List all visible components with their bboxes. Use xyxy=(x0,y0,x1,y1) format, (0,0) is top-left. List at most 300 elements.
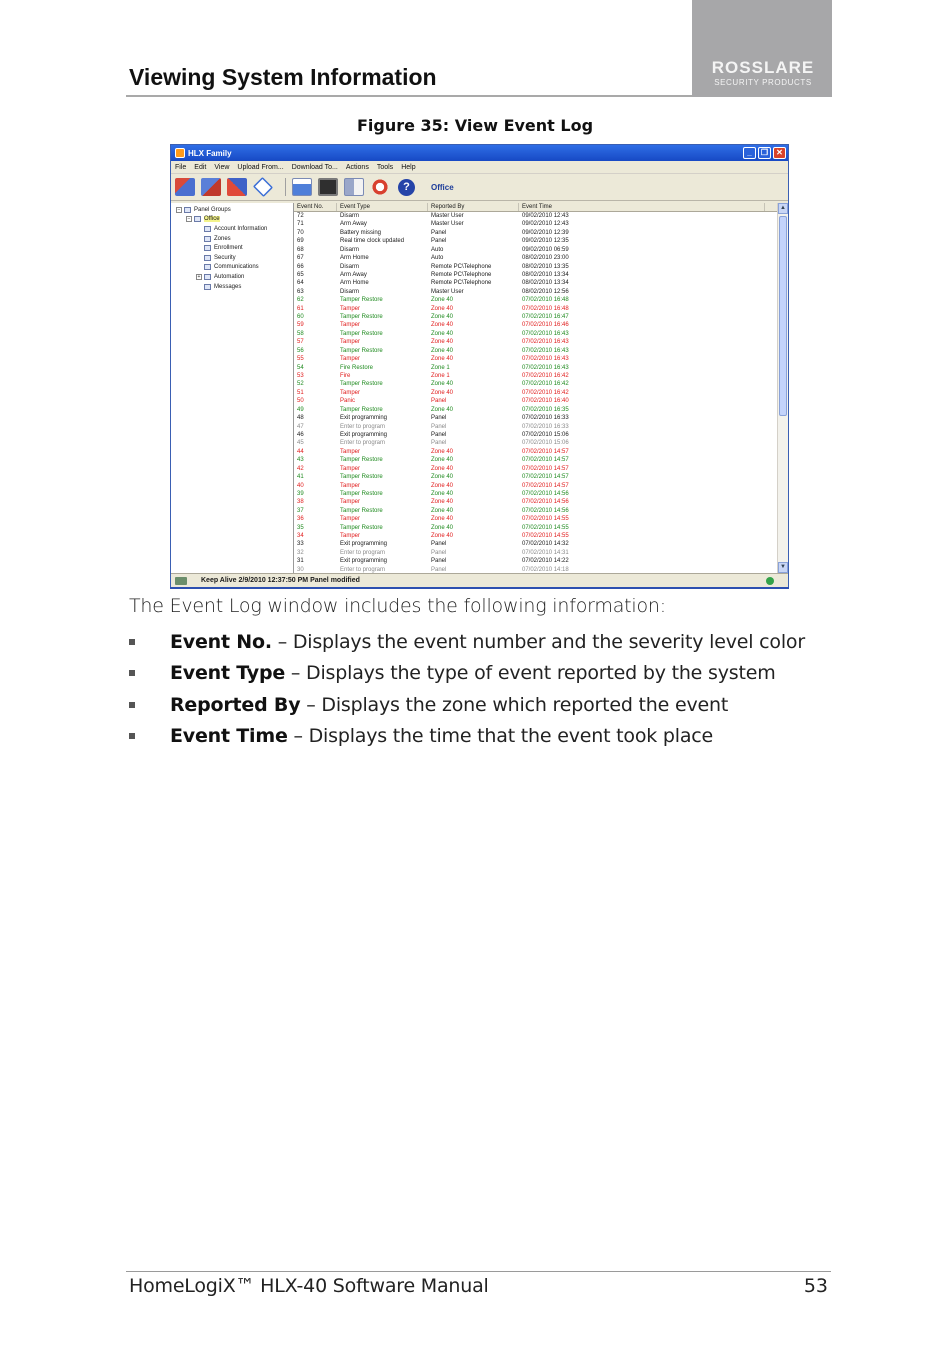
cell-time: 09/02/2010 12:35 xyxy=(522,238,569,245)
cell-no: 66 xyxy=(297,263,304,270)
cell-type: Tamper Restore xyxy=(340,474,383,481)
cell-type: Enter to program xyxy=(340,549,386,556)
cell-time: 07/02/2010 16:42 xyxy=(522,381,569,388)
tree-node-icon xyxy=(194,216,201,222)
cell-by: Panel xyxy=(431,423,447,430)
cell-time: 07/02/2010 16:46 xyxy=(522,322,569,329)
status-led-icon xyxy=(766,577,774,585)
list-item-term: Reported By xyxy=(170,693,301,716)
cell-by: Zone 1 xyxy=(431,364,450,371)
cell-no: 44 xyxy=(297,448,304,455)
cell-type: Tamper xyxy=(340,465,361,472)
cell-type: Fire xyxy=(340,373,351,380)
cell-no: 40 xyxy=(297,482,304,489)
table-row[interactable] xyxy=(294,490,788,498)
cell-no: 69 xyxy=(297,238,304,245)
cell-no: 53 xyxy=(297,373,304,380)
cell-no: 57 xyxy=(297,339,304,346)
table-row[interactable] xyxy=(294,220,788,228)
cell-type: Enter to program xyxy=(340,566,386,573)
table-row[interactable] xyxy=(294,532,788,540)
status-text: Keep Alive 2/9/2010 12:37:50 PM Panel modified xyxy=(201,577,360,584)
table-row[interactable] xyxy=(294,271,788,279)
table-row[interactable] xyxy=(294,279,788,287)
cell-no: 70 xyxy=(297,229,304,236)
table-row[interactable] xyxy=(294,397,788,405)
download-icon[interactable] xyxy=(227,178,247,196)
bullet-icon xyxy=(129,702,135,708)
cell-by: Zone 40 xyxy=(431,305,454,312)
cell-by: Master User xyxy=(431,221,464,228)
cell-time: 08/02/2010 13:34 xyxy=(522,271,569,278)
cell-time: 07/02/2010 14:22 xyxy=(522,558,569,565)
table-row[interactable] xyxy=(294,515,788,523)
table-row[interactable] xyxy=(294,498,788,506)
cell-type: Tamper Restore xyxy=(340,330,383,337)
cell-by: Zone 40 xyxy=(431,314,454,321)
cell-type: Tamper Restore xyxy=(340,490,383,497)
cell-by: Panel xyxy=(431,440,447,447)
cell-time: 07/02/2010 14:57 xyxy=(522,448,569,455)
cell-type: Arm Home xyxy=(340,280,369,287)
tree-node-icon xyxy=(204,264,211,270)
cell-by: Zone 1 xyxy=(431,373,450,380)
cell-type: Arm Away xyxy=(340,271,367,278)
cell-no: 37 xyxy=(297,507,304,514)
cell-type: Tamper Restore xyxy=(340,347,383,354)
window-title: HLX Family xyxy=(188,148,232,158)
cell-by: Auto xyxy=(431,246,444,253)
cell-no: 32 xyxy=(297,549,304,556)
table-row[interactable] xyxy=(294,507,788,515)
table-row[interactable] xyxy=(294,338,788,346)
table-row[interactable] xyxy=(294,406,788,414)
list-item-desc: – Displays the type of event reported by the system xyxy=(285,662,776,685)
table-row[interactable] xyxy=(294,372,788,380)
cell-type: Tamper xyxy=(340,516,361,523)
cell-by: Zone 40 xyxy=(431,339,454,346)
cell-by: Zone 40 xyxy=(431,474,454,481)
cell-by: Panel xyxy=(431,398,447,405)
table-row[interactable] xyxy=(294,540,788,548)
cell-no: 59 xyxy=(297,322,304,329)
cell-by: Zone 40 xyxy=(431,524,454,531)
status-bar xyxy=(171,573,788,587)
toolbar xyxy=(171,174,788,201)
cell-by: Zone 40 xyxy=(431,457,454,464)
logo-tagline: SECURITY PRODUCTS xyxy=(714,78,812,87)
cell-type: Tamper xyxy=(340,482,361,489)
tree-item[interactable] xyxy=(176,234,293,244)
cell-by: Panel xyxy=(431,558,447,565)
cell-by: Auto xyxy=(431,255,444,262)
footer-rule xyxy=(126,1271,831,1272)
menu-bar xyxy=(171,161,788,174)
cell-no: 56 xyxy=(297,347,304,354)
cell-time: 07/02/2010 14:31 xyxy=(522,549,569,556)
cell-type: Tamper Restore xyxy=(340,524,383,531)
cell-no: 61 xyxy=(297,305,304,312)
tree-item-label: Security xyxy=(214,254,236,261)
cell-no: 33 xyxy=(297,541,304,548)
cell-time: 07/02/2010 16:43 xyxy=(522,330,569,337)
cell-time: 07/02/2010 14:57 xyxy=(522,482,569,489)
cell-by: Panel xyxy=(431,541,447,548)
tree-item[interactable] xyxy=(176,243,293,253)
cell-no: 31 xyxy=(297,558,304,565)
list-item-text xyxy=(170,725,713,747)
tree-node-icon xyxy=(204,226,211,232)
table-row[interactable] xyxy=(294,557,788,565)
cell-time: 07/02/2010 14:56 xyxy=(522,507,569,514)
grid-rows xyxy=(294,212,788,574)
cell-time: 07/02/2010 14:55 xyxy=(522,516,569,523)
table-row[interactable] xyxy=(294,347,788,355)
cell-no: 55 xyxy=(297,356,304,363)
tree-item-label: Office xyxy=(204,216,220,223)
cell-by: Remote PC\Telephone xyxy=(431,263,492,270)
cell-by: Zone 40 xyxy=(431,482,454,489)
cell-type: Battery missing xyxy=(340,229,382,236)
cell-time: 07/02/2010 16:33 xyxy=(522,423,569,430)
cell-no: 68 xyxy=(297,246,304,253)
cell-time: 07/02/2010 16:48 xyxy=(522,297,569,304)
cell-by: Zone 40 xyxy=(431,347,454,354)
cell-by: Zone 40 xyxy=(431,516,454,523)
list-item-desc: – Displays the event number and the severity level color xyxy=(271,630,805,653)
list-item-term: Event Type xyxy=(170,662,286,685)
cell-by: Zone 40 xyxy=(431,490,454,497)
cell-no: 34 xyxy=(297,533,304,540)
cell-no: 50 xyxy=(297,398,304,405)
cell-type: Panic xyxy=(340,398,356,405)
tree-item[interactable] xyxy=(176,205,293,215)
restore-button[interactable]: ❐ xyxy=(758,147,771,159)
menu-item[interactable]: Actions xyxy=(345,163,369,171)
collapse-icon[interactable]: − xyxy=(187,216,191,223)
cell-time: 07/02/2010 14:32 xyxy=(522,541,569,548)
table-row[interactable] xyxy=(294,414,788,422)
cell-no: 36 xyxy=(297,516,304,523)
tree-node-icon xyxy=(204,255,211,261)
list-item-desc: – Displays the time that the event took place xyxy=(287,725,714,748)
cell-time: 07/02/2010 16:40 xyxy=(522,398,569,405)
expand-icon[interactable]: + xyxy=(197,273,201,280)
cell-type: Real time clock updated xyxy=(340,238,405,245)
cell-time: 08/02/2010 13:35 xyxy=(522,263,569,270)
footer-title: HomeLogiX™ HLX-40 Software Manual xyxy=(129,1275,489,1297)
table-row[interactable] xyxy=(294,330,788,338)
table-row[interactable] xyxy=(294,321,788,329)
cell-time: 08/02/2010 12:56 xyxy=(522,288,569,295)
table-row[interactable] xyxy=(294,263,788,271)
cell-no: 71 xyxy=(297,221,304,228)
tree-item[interactable] xyxy=(176,224,293,234)
cell-type: Tamper xyxy=(340,322,361,329)
cell-type: Exit programming xyxy=(340,541,388,548)
cell-time: 07/02/2010 15:06 xyxy=(522,431,569,438)
close-button[interactable]: ✕ xyxy=(773,147,786,159)
cell-no: 54 xyxy=(297,364,304,371)
cell-time: 07/02/2010 16:35 xyxy=(522,406,569,413)
cell-no: 35 xyxy=(297,524,304,531)
list-item-term: Event No. xyxy=(170,630,272,653)
collapse-icon[interactable]: − xyxy=(177,206,181,213)
cell-no: 41 xyxy=(297,474,304,481)
cell-no: 39 xyxy=(297,490,304,497)
cell-time: 07/02/2010 14:18 xyxy=(522,566,569,573)
cell-time: 07/02/2010 16:42 xyxy=(522,389,569,396)
cell-type: Disarm xyxy=(340,246,359,253)
cell-by: Zone 40 xyxy=(431,381,454,388)
table-row[interactable] xyxy=(294,456,788,464)
menu-item[interactable]: Edit xyxy=(194,163,207,171)
field-list xyxy=(129,626,805,752)
cell-type: Exit programming xyxy=(340,415,388,422)
cell-time: 07/02/2010 14:57 xyxy=(522,457,569,464)
cell-no: 58 xyxy=(297,330,304,337)
cell-no: 65 xyxy=(297,271,304,278)
table-row[interactable] xyxy=(294,524,788,532)
cell-by: Zone 40 xyxy=(431,499,454,506)
table-row[interactable] xyxy=(294,296,788,304)
cell-time: 07/02/2010 14:57 xyxy=(522,465,569,472)
cell-type: Tamper Restore xyxy=(340,406,383,413)
tree-item[interactable] xyxy=(176,282,293,292)
tree-node-icon xyxy=(204,274,211,280)
list-item-text xyxy=(170,631,805,653)
cell-no: 42 xyxy=(297,465,304,472)
cell-time: 08/02/2010 23:00 xyxy=(522,255,569,262)
cell-time: 07/02/2010 16:43 xyxy=(522,339,569,346)
cell-by: Zone 40 xyxy=(431,507,454,514)
cell-by: Zone 40 xyxy=(431,448,454,455)
report-icon[interactable] xyxy=(344,178,364,196)
table-row[interactable] xyxy=(294,549,788,557)
list-item-text xyxy=(170,662,776,684)
table-row[interactable] xyxy=(294,237,788,245)
list-item-desc: – Displays the zone which reported the event xyxy=(300,693,729,716)
cell-no: 72 xyxy=(297,213,304,219)
cell-type: Tamper Restore xyxy=(340,297,383,304)
upload-icon[interactable] xyxy=(201,178,221,196)
cell-no: 63 xyxy=(297,288,304,295)
table-row[interactable] xyxy=(294,431,788,439)
table-row[interactable] xyxy=(294,473,788,481)
cell-time: 09/02/2010 12:39 xyxy=(522,229,569,236)
column-header[interactable]: Event No. xyxy=(294,203,337,211)
cell-type: Enter to program xyxy=(340,423,386,430)
list-item xyxy=(129,626,805,658)
tree-item-label: Automation xyxy=(214,273,245,280)
cell-type: Enter to program xyxy=(340,440,386,447)
cell-by: Remote PC\Telephone xyxy=(431,271,492,278)
cell-no: 43 xyxy=(297,457,304,464)
tree-item-label: Communications xyxy=(214,264,259,271)
cell-time: 07/02/2010 14:55 xyxy=(522,533,569,540)
grid-header xyxy=(294,203,788,212)
toolbar-separator xyxy=(285,178,286,196)
cell-type: Tamper xyxy=(340,339,361,346)
cell-type: Disarm xyxy=(340,213,359,219)
figure-caption: Figure 35: View Event Log xyxy=(356,116,594,135)
cell-by: Zone 40 xyxy=(431,465,454,472)
tree-item-label: Panel Groups xyxy=(194,206,231,213)
cell-no: 64 xyxy=(297,280,304,287)
column-header[interactable]: Reported By xyxy=(428,203,519,211)
cell-by: Panel xyxy=(431,431,447,438)
rosslare-logo xyxy=(692,0,832,97)
page-number: 53 xyxy=(803,1275,828,1297)
window-body xyxy=(171,203,788,573)
cell-type: Tamper Restore xyxy=(340,314,383,321)
bullet-icon xyxy=(129,639,135,645)
cell-type: Tamper Restore xyxy=(340,381,383,388)
cell-time: 07/02/2010 16:43 xyxy=(522,347,569,354)
table-row[interactable] xyxy=(294,305,788,313)
cell-type: Tamper Restore xyxy=(340,507,383,514)
tree-item-label: Zones xyxy=(214,235,231,242)
scroll-down-icon[interactable]: ▼ xyxy=(778,562,788,573)
cell-by: Master User xyxy=(431,288,464,295)
cell-time: 09/02/2010 06:59 xyxy=(522,246,569,253)
cell-by: Panel xyxy=(431,415,447,422)
cell-time: 07/02/2010 16:42 xyxy=(522,373,569,380)
table-row[interactable] xyxy=(294,423,788,431)
minimize-button[interactable]: _ xyxy=(743,147,756,159)
list-item xyxy=(129,658,805,690)
tree-item[interactable] xyxy=(176,272,293,282)
menu-item[interactable]: Help xyxy=(401,163,416,171)
list-item-term: Event Time xyxy=(170,725,288,748)
table-row[interactable] xyxy=(294,448,788,456)
figure-bottom-rule xyxy=(170,587,789,589)
table-row[interactable] xyxy=(294,229,788,237)
cell-type: Tamper xyxy=(340,305,361,312)
app-icon xyxy=(175,148,185,158)
toolbar-panel-label: Office xyxy=(431,182,454,192)
cell-no: 67 xyxy=(297,255,304,262)
tree-item[interactable] xyxy=(176,263,293,273)
cell-time: 07/02/2010 16:47 xyxy=(522,314,569,321)
cell-type: Tamper xyxy=(340,356,361,363)
cell-no: 60 xyxy=(297,314,304,321)
cell-type: Disarm xyxy=(340,263,359,270)
cell-by: Zone 40 xyxy=(431,533,454,540)
connect-icon[interactable] xyxy=(175,178,195,196)
cell-time: 07/02/2010 15:06 xyxy=(522,440,569,447)
event-grid xyxy=(294,203,788,573)
table-row[interactable] xyxy=(294,254,788,262)
table-row[interactable] xyxy=(294,364,788,372)
cell-no: 62 xyxy=(297,297,304,304)
scroll-thumb[interactable] xyxy=(779,216,787,416)
cell-type: Arm Home xyxy=(340,255,369,262)
cell-time: 07/02/2010 16:43 xyxy=(522,364,569,371)
bullet-icon xyxy=(129,733,135,739)
tree-node-icon xyxy=(204,284,211,290)
logo-word: ROSSLARE xyxy=(711,58,815,77)
cell-type: Exit programming xyxy=(340,558,388,565)
menu-item[interactable]: File xyxy=(175,163,187,171)
tree-item[interactable] xyxy=(176,215,293,225)
panel-tree xyxy=(171,203,294,573)
cell-type: Tamper Restore xyxy=(340,457,383,464)
cell-no: 46 xyxy=(297,431,304,438)
table-row[interactable] xyxy=(294,313,788,321)
cell-by: Panel xyxy=(431,229,447,236)
header-rule xyxy=(126,95,692,97)
cell-by: Master User xyxy=(431,213,464,219)
cell-by: Zone 40 xyxy=(431,356,454,363)
cell-time: 07/02/2010 16:33 xyxy=(522,415,569,422)
event-log-window xyxy=(170,144,789,588)
table-row[interactable] xyxy=(294,380,788,388)
table-row[interactable] xyxy=(294,389,788,397)
menu-item[interactable]: Download To... xyxy=(291,163,338,171)
cell-by: Zone 40 xyxy=(431,406,454,413)
cell-type: Fire Restore xyxy=(340,364,374,371)
table-row[interactable] xyxy=(294,465,788,473)
cell-time: 09/02/2010 12:43 xyxy=(522,221,569,228)
vertical-scrollbar[interactable] xyxy=(777,203,788,573)
cell-time: 07/02/2010 14:55 xyxy=(522,524,569,531)
help-icon[interactable]: ? xyxy=(398,179,415,196)
cell-by: Panel xyxy=(431,238,447,245)
cell-no: 52 xyxy=(297,381,304,388)
window-titlebar[interactable] xyxy=(171,145,788,161)
cell-no: 30 xyxy=(297,566,304,573)
tree-item-label: Account Information xyxy=(214,225,268,232)
monitor-icon[interactable] xyxy=(318,178,338,196)
tree-item-label: Messages xyxy=(214,283,242,290)
cell-by: Zone 40 xyxy=(431,297,454,304)
cell-time: 08/02/2010 13:34 xyxy=(522,280,569,287)
cell-no: 38 xyxy=(297,499,304,506)
menu-item[interactable]: View xyxy=(214,163,230,171)
cell-type: Disarm xyxy=(340,288,359,295)
tree-item[interactable] xyxy=(176,253,293,263)
list-item-text xyxy=(170,694,728,716)
table-row[interactable] xyxy=(294,288,788,296)
cell-by: Panel xyxy=(431,549,447,556)
menu-item[interactable]: Upload From... xyxy=(237,163,284,171)
cell-time: 07/02/2010 14:56 xyxy=(522,499,569,506)
cell-no: 48 xyxy=(297,415,304,422)
column-header[interactable]: Event Time xyxy=(519,203,765,211)
log-icon[interactable] xyxy=(292,178,312,196)
tree-node-icon xyxy=(184,207,191,213)
table-row[interactable] xyxy=(294,246,788,254)
tree-node-icon xyxy=(204,245,211,251)
column-header[interactable]: Event Type xyxy=(337,203,428,211)
menu-item[interactable]: Tools xyxy=(376,163,394,171)
bullet-icon xyxy=(129,670,135,676)
tree-item-label: Enrollment xyxy=(214,245,243,252)
cell-no: 49 xyxy=(297,406,304,413)
scroll-up-icon[interactable]: ▲ xyxy=(778,203,788,214)
cell-by: Panel xyxy=(431,566,447,573)
refresh-icon[interactable] xyxy=(370,178,390,196)
diamond-icon[interactable] xyxy=(253,177,273,197)
table-row[interactable] xyxy=(294,482,788,490)
cell-time: 07/02/2010 16:43 xyxy=(522,356,569,363)
table-row[interactable] xyxy=(294,439,788,447)
table-row[interactable] xyxy=(294,212,788,220)
cell-time: 09/02/2010 12:43 xyxy=(522,213,569,219)
cell-time: 07/02/2010 16:48 xyxy=(522,305,569,312)
table-row[interactable] xyxy=(294,355,788,363)
